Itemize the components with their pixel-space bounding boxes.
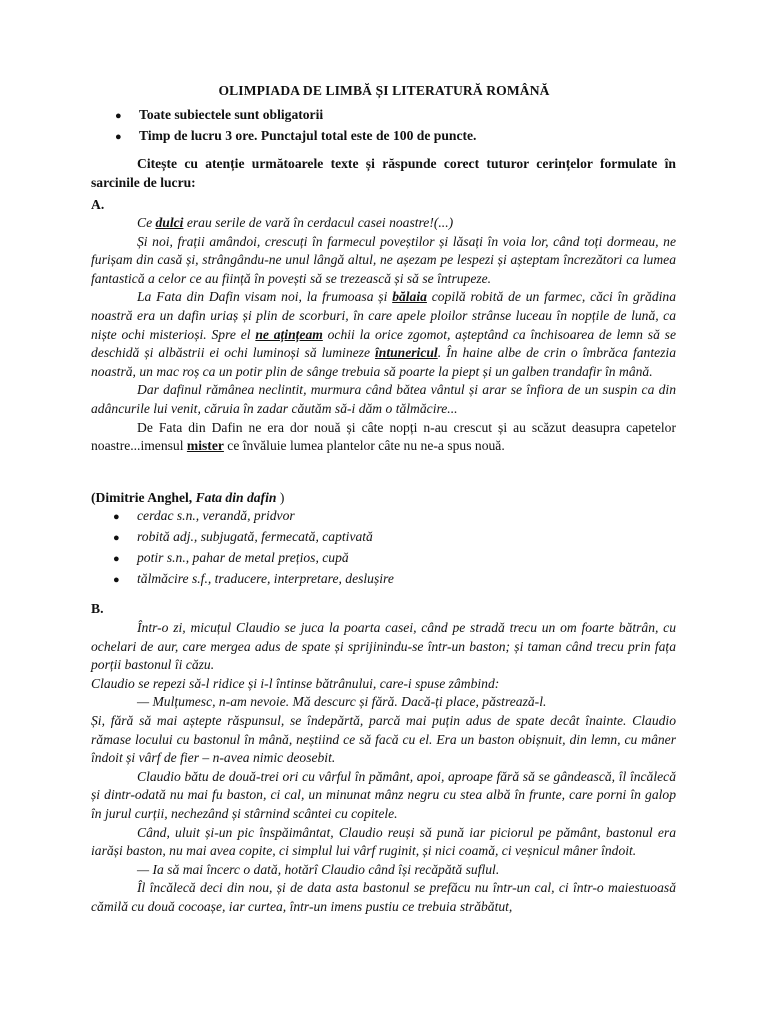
section-a-text: [91, 214, 676, 456]
bullet-icon: ●: [115, 131, 122, 143]
page-title: OLIMPIADA DE LIMBĂ ȘI LITERATURĂ ROMÂNĂ: [218, 83, 550, 98]
glossary-item: ● cerdac s.n., verandă, pridvor: [113, 505, 394, 526]
paragraph: Când, uluit și-un pic înspăimântat, Claudio reuși să pună iar piciorul pe pământ, bastonul era iarăși baston, nu mai avea copite, ci simplul lui vârf ruginit, și nici coamă, ci veșnicul mâner îndoit.: [91, 824, 676, 859]
bullet-icon: ●: [115, 110, 122, 122]
rule-item: ● Toate subiectele sunt obligatorii: [115, 104, 476, 125]
paragraph: Claudio bătu de două-trei ori cu vârful în pământ, apoi, aproape fără să se gândească, îl încălecă și dintr-odată nu mai fu baston, ci cal, un minunat mânz negru cu stea albă în frunte, care porni în galop în jurul curții, nechezând și stârnind scântei cu copitele.: [91, 768, 676, 821]
instruction-text: Citește cu atenție următoarele texte și răspunde corect tuturor cerințelor formulate în sarcinile de lucru:: [91, 156, 676, 190]
glossary-list: [113, 505, 394, 589]
paragraph: Și, fără să mai aștepte răspunsul, se îndepărtă, parcă mai puțin adus de spate decât înainte. Claudio rămase locului cu bastonul în mână, neștiind ce să facă cu el. Era un baston obișnuit, din lemn, cu mâner îndoit și vârf de fier – n-avea nimic deosebit.: [91, 712, 676, 766]
glossary-item: ● robită adj., subjugată, fermecată, captivată: [113, 526, 394, 547]
paragraph: Claudio se repezi să-l ridice și i-l întinse bătrânului, care-i spuse zâmbind:: [91, 675, 500, 691]
paragraph: — Mulțumesc, n-am nevoie. Mă descurc și fără. Dacă-ți place, păstrează-l.: [137, 694, 547, 710]
source-attribution: (Dimitrie Anghel, Fata din dafin ): [91, 490, 285, 505]
glossary-item: ● tălmăcire s.f., traducere, interpretare, deslușire: [113, 568, 394, 589]
underlined-word: bălaia: [392, 289, 427, 305]
paragraph: Îl încălecă deci din nou, și de data asta bastonul se prefăcu nu într-un cal, ci într-o maiestuoasă cămilă cu două cocoașe, iar curtea, într-un imens pustiu ce trebuia străbătut,: [91, 880, 676, 914]
underlined-word: întunericul: [375, 345, 438, 361]
paragraph: Și noi, frații amândoi, crescuți în farmecul poveștilor și lăsați în voia lor, când toți dormeau, ne furișam din casă și, strângându-ne unul lângă altul, ne așezam pe lespezi și așteptam încrezători ca lumea fantastică a celor ce au ființă în povești să se trezească și să se întrupeze.: [91, 233, 676, 286]
paragraph: Dar dafinul rămânea neclintit, murmura când bătea vântul și arar se înfiora de un suspin ca din adâncurile lui venit, căruia în zadar căutăm să-i dăm o tălmăcire...: [91, 382, 676, 416]
underlined-word: dulci: [155, 215, 184, 230]
bullet-icon: ●: [113, 574, 120, 586]
bullet-icon: ●: [113, 511, 120, 523]
underlined-word: ne ațințeam: [255, 326, 323, 342]
rule-item: ● Timp de lucru 3 ore. Punctajul total este de 100 de puncte.: [115, 125, 476, 146]
underlined-word: mister: [186, 438, 224, 454]
paragraph: La Fata din Dafin visam noi, la frumoasa și bălaia copilă robită de un farmec, căci în grădina noastră era un dafin uriaș și plin de scorburi, în care apele ploilor strânse luceau în nopțile de lună, ca niște ochi misterioși. Spre el ne ațințeam ochii la orice zgomot, așteptând ca închisoarea de lemn să se deschidă și albăstrii ei ochi luminoși să lumineze întunericul. În haine albe de crin o îmbrăca fantezia noastră, un mac roș ca un potir plin de sânge trebuia să poarte la piept și un galben trandafir în mână.: [91, 289, 676, 379]
paragraph: De Fata din Dafin ne era dor nouă și câte nopți n-au crescut și au scăzut deasupra capetelor noastre...imensul mister ce învăluie lumea plantelor câte nu ne-a spus nouă.: [91, 419, 676, 454]
bullet-icon: ●: [113, 553, 120, 565]
glossary-item: ● potir s.n., pahar de metal prețios, cupă: [113, 547, 394, 568]
rules-list: [115, 104, 476, 146]
section-a-label: A.: [91, 197, 105, 212]
paragraph: Ce dulci erau serile de vară în cerdacul casei noastre!(...): [137, 215, 454, 230]
bullet-icon: ●: [113, 532, 120, 544]
paragraph: — Ia să mai încerc o dată, hotărî Claudio când își recăpătă suflul.: [137, 861, 500, 877]
paragraph: Într-o zi, micuțul Claudio se juca la poarta casei, când pe stradă trecu un om foarte bătrân, cu ochelari de aur, care mergea adus de spate și sprijinindu-se într-un baston; și taman când trecu prin fața porții bastonul îi căzu.: [91, 620, 676, 673]
section-b-label: B.: [91, 601, 104, 616]
section-b-text: [91, 619, 676, 917]
